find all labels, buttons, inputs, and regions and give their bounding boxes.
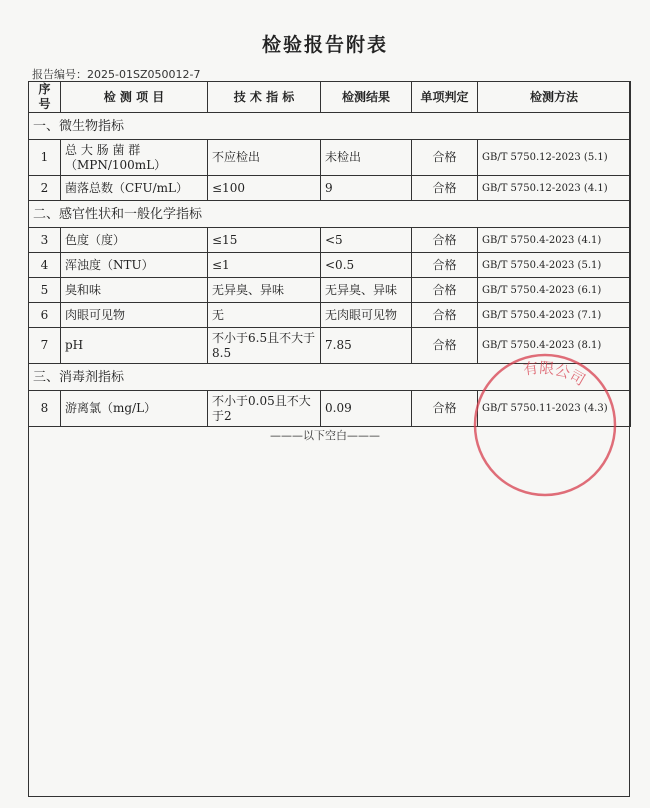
section-row	[29, 113, 631, 140]
header-item: 检 测 项 目	[61, 82, 208, 113]
cell-item: pH	[61, 328, 208, 364]
cell-spec: 不应检出	[208, 140, 321, 176]
page-title: 检验报告附表	[261, 34, 388, 56]
cell-no: 7	[29, 328, 61, 364]
cell-item: 游离氯（mg/L）	[61, 391, 208, 427]
cell-method: GB/T 5750.11-2023 (4.3)	[478, 391, 631, 427]
cell-judgement: 合格	[412, 140, 478, 176]
cell-method: GB/T 5750.12-2023 (5.1)	[478, 140, 631, 176]
table-row	[29, 391, 631, 427]
section-row	[29, 364, 631, 391]
report-number: 报告编号：2025-01SZ050012-7	[32, 68, 201, 81]
results-table	[28, 81, 631, 427]
cell-judgement: 合格	[412, 228, 478, 253]
stamp-text: 有限公司	[522, 358, 589, 390]
cell-spec: 不小于6.5且不大于8.5	[208, 328, 321, 364]
table-row	[29, 328, 631, 364]
cell-judgement: 合格	[412, 253, 478, 278]
cell-spec: ≤15	[208, 228, 321, 253]
header-no: 序号	[29, 82, 61, 113]
cell-no: 4	[29, 253, 61, 278]
cell-no: 6	[29, 303, 61, 328]
cell-method: GB/T 5750.4-2023 (6.1)	[478, 278, 631, 303]
table-row	[29, 278, 631, 303]
cell-judgement: 合格	[412, 328, 478, 364]
cell-item: 肉眼可见物	[61, 303, 208, 328]
cell-item: 浑浊度（NTU）	[61, 253, 208, 278]
section-title: 三、消毒剂指标	[29, 364, 631, 391]
cell-spec: 不小于0.05且不大于2	[208, 391, 321, 427]
section-row	[29, 201, 631, 228]
header-method: 检测方法	[478, 82, 631, 113]
cell-item: 菌落总数（CFU/mL）	[61, 176, 208, 201]
cell-method: GB/T 5750.4-2023 (7.1)	[478, 303, 631, 328]
section-title: 二、感官性状和一般化学指标	[29, 201, 631, 228]
end-of-content-note: ———以下空白———	[270, 429, 380, 442]
cell-judgement: 合格	[412, 303, 478, 328]
cell-method: GB/T 5750.4-2023 (5.1)	[478, 253, 631, 278]
cell-spec: 无异臭、异味	[208, 278, 321, 303]
cell-spec: ≤100	[208, 176, 321, 201]
header-result: 检测结果	[321, 82, 412, 113]
cell-judgement: 合格	[412, 391, 478, 427]
cell-result: <5	[321, 228, 412, 253]
cell-spec: 无	[208, 303, 321, 328]
cell-result: 未检出	[321, 140, 412, 176]
table-row	[29, 176, 631, 201]
cell-method: GB/T 5750.4-2023 (8.1)	[478, 328, 631, 364]
cell-judgement: 合格	[412, 176, 478, 201]
header-spec: 技 术 指 标	[208, 82, 321, 113]
table-header-row	[29, 82, 631, 113]
cell-spec: ≤1	[208, 253, 321, 278]
cell-no: 3	[29, 228, 61, 253]
cell-method: GB/T 5750.4-2023 (4.1)	[478, 228, 631, 253]
cell-result: 无肉眼可见物	[321, 303, 412, 328]
cell-no: 2	[29, 176, 61, 201]
cell-result: 无异臭、异味	[321, 278, 412, 303]
cell-result: <0.5	[321, 253, 412, 278]
cell-result: 9	[321, 176, 412, 201]
table-row	[29, 228, 631, 253]
cell-item: 臭和味	[61, 278, 208, 303]
cell-no: 5	[29, 278, 61, 303]
cell-method: GB/T 5750.12-2023 (4.1)	[478, 176, 631, 201]
cell-no: 1	[29, 140, 61, 176]
cell-result: 7.85	[321, 328, 412, 364]
cell-item: 总 大 肠 菌 群（MPN/100mL）	[61, 140, 208, 176]
table-row	[29, 303, 631, 328]
header-judgement: 单项判定	[412, 82, 478, 113]
cell-item: 色度（度）	[61, 228, 208, 253]
table-row	[29, 140, 631, 176]
cell-no: 8	[29, 391, 61, 427]
table-row	[29, 253, 631, 278]
cell-judgement: 合格	[412, 278, 478, 303]
cell-result: 0.09	[321, 391, 412, 427]
section-title: 一、微生物指标	[29, 113, 631, 140]
